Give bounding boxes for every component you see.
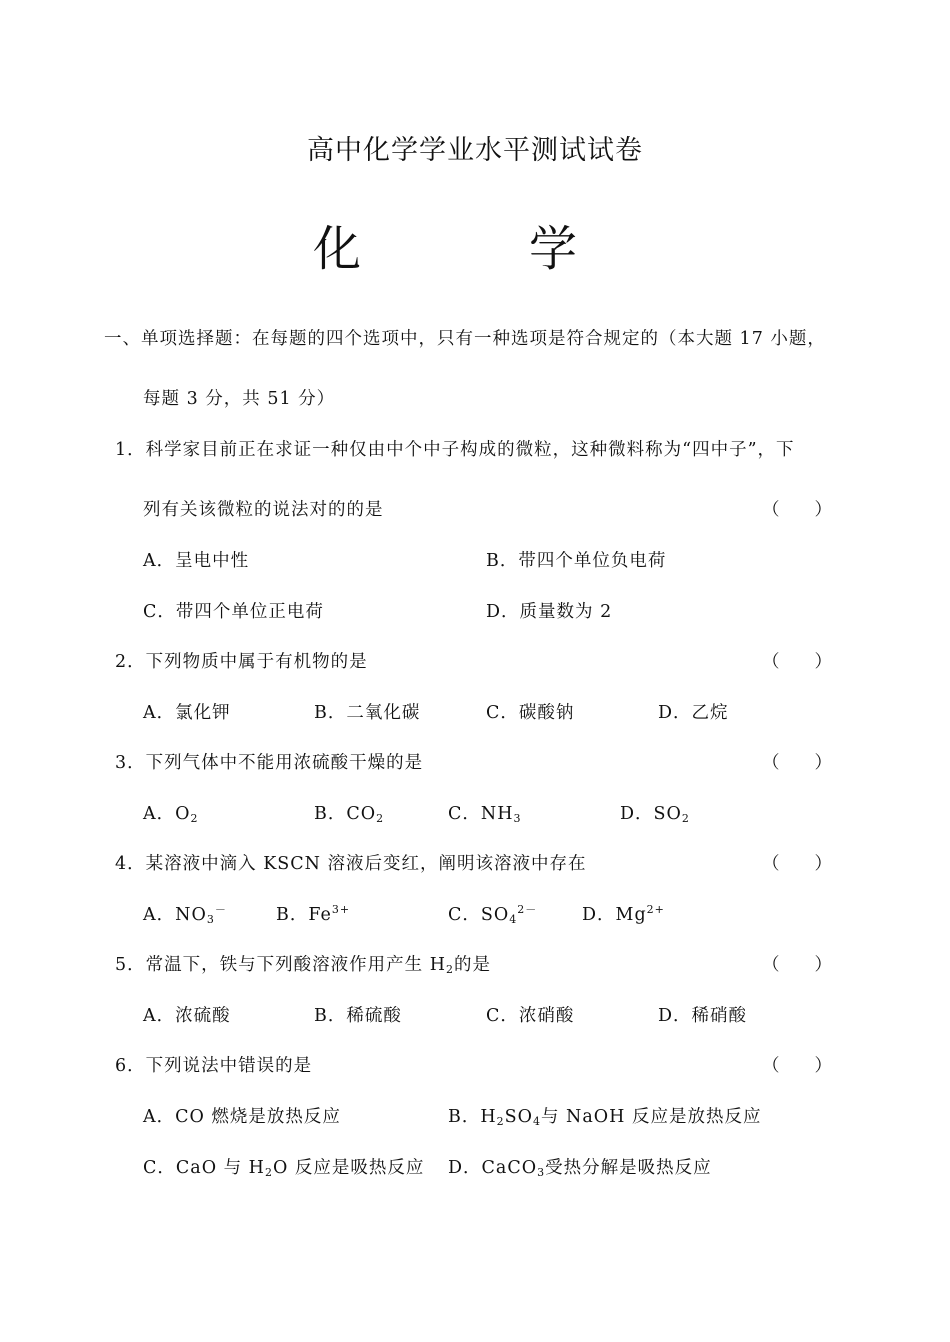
option-text: D．CaCO (448, 1158, 538, 1178)
q6-option-c[interactable] (143, 1154, 424, 1179)
q5-option-a[interactable]: A．浓硫酸 (143, 1006, 231, 1026)
option-text: A．O (143, 804, 191, 824)
option-text: D．Mg (582, 905, 647, 925)
q3-option-b[interactable] (314, 800, 384, 825)
question-text: 的是 (453, 955, 491, 975)
question-5-stem (115, 951, 491, 976)
option-text: O 反应是吸热反应 (272, 1158, 425, 1178)
answer-blank[interactable]: （ ） (762, 753, 832, 773)
option-text: D．SO (620, 804, 682, 824)
option-text: C．CaO 与 H (143, 1158, 265, 1178)
question-text: 下列物质中属于有机物的是 (145, 652, 368, 672)
q6-option-a[interactable]: A．CO 燃烧是放热反应 (143, 1107, 341, 1127)
q3-option-d[interactable] (620, 800, 690, 825)
q6-option-d[interactable] (448, 1154, 712, 1179)
q3-option-c[interactable] (448, 800, 521, 825)
answer-blank[interactable]: （ ） (762, 955, 832, 975)
question-number: 2． (115, 652, 146, 672)
option-text: C．SO (448, 905, 510, 925)
superscript: － (214, 903, 227, 916)
q1-option-a[interactable]: A．呈电中性 (143, 551, 250, 571)
option-text: A．NO (143, 905, 207, 925)
question-1-stem-line1 (115, 436, 795, 461)
q3-option-a[interactable] (143, 800, 199, 825)
q1-option-b[interactable]: B．带四个单位负电荷 (486, 551, 667, 571)
q5-option-b[interactable]: B．稀硫酸 (314, 1006, 402, 1026)
subscript: 2 (190, 812, 199, 825)
q2-option-a[interactable]: A．氯化钾 (143, 703, 231, 723)
option-text: B．H (448, 1107, 497, 1127)
answer-blank[interactable]: （ ） (762, 1056, 832, 1076)
option-text: C．NH (448, 804, 514, 824)
question-number: 5． (115, 955, 146, 975)
question-number: 1． (115, 440, 146, 460)
option-text: B．CO (314, 804, 377, 824)
q4-option-b[interactable] (276, 901, 350, 926)
question-3-stem (115, 749, 423, 774)
answer-blank[interactable]: （ ） (762, 500, 832, 520)
question-6-stem (115, 1052, 312, 1077)
q2-option-c[interactable]: C．碳酸钠 (486, 703, 575, 723)
superscript: 3+ (331, 903, 351, 916)
superscript: 2－ (517, 903, 538, 916)
superscript: 2+ (646, 903, 665, 916)
page-title: 高中化学学业水平测试试卷 (307, 135, 643, 166)
q2-option-d[interactable]: D．乙烷 (658, 703, 729, 723)
q4-option-c[interactable] (448, 901, 537, 926)
subscript: 3 (537, 1166, 546, 1179)
q1-option-d[interactable]: D．质量数为 2 (486, 602, 613, 622)
subscript: 2 (496, 1115, 505, 1128)
q5-option-d[interactable]: D．稀硝酸 (658, 1006, 748, 1026)
question-text: 某溶液中滴入 KSCN 溶液后变红，阐明该溶液中存在 (145, 854, 587, 874)
subscript: 4 (509, 913, 518, 926)
question-number: 4． (115, 854, 146, 874)
option-text: 受热分解是吸热反应 (545, 1158, 712, 1178)
section-instruction-line2: 每题 3 分，共 51 分） (143, 389, 336, 409)
q4-option-d[interactable] (582, 901, 665, 926)
q1-option-c[interactable]: C．带四个单位正电荷 (143, 602, 324, 622)
question-text: 常温下，铁与下列酸溶液作用产生 H (145, 955, 446, 975)
question-1-stem-line2: 列有关该微粒的说法对的的是 (143, 500, 384, 520)
subscript: 2 (681, 812, 690, 825)
answer-blank[interactable]: （ ） (762, 854, 832, 874)
q6-option-b[interactable] (448, 1103, 761, 1128)
question-number: 3． (115, 753, 146, 773)
subscript: 4 (532, 1115, 541, 1128)
question-2-stem (115, 648, 368, 673)
subject-heading: 化 学 (312, 221, 637, 277)
q4-option-a[interactable] (143, 901, 227, 926)
question-number: 6． (115, 1056, 146, 1076)
option-text: SO (504, 1107, 533, 1127)
q5-option-c[interactable]: C．浓硝酸 (486, 1006, 575, 1026)
section-instruction-line1: 一、单项选择题：在每题的四个选项中，只有一种选项是符合规定的（本大题 17 小题， (104, 329, 826, 349)
question-text: 下列气体中不能用浓硫酸干燥的是 (145, 753, 424, 773)
question-text: 下列说法中错误的是 (145, 1056, 313, 1076)
subscript: 2 (445, 963, 454, 976)
subscript: 2 (264, 1166, 273, 1179)
q2-option-b[interactable]: B．二氧化碳 (314, 703, 421, 723)
question-4-stem (115, 850, 587, 875)
option-text: 与 NaOH 反应是放热反应 (540, 1107, 762, 1127)
question-text: 科学家目前正在求证一种仅由中个中子构成的微粒，这种微料称为“四中子”，下 (145, 440, 795, 460)
subscript: 3 (206, 913, 215, 926)
option-text: B．Fe (276, 905, 332, 925)
subscript: 3 (513, 812, 522, 825)
subscript: 2 (376, 812, 385, 825)
answer-blank[interactable]: （ ） (762, 652, 832, 672)
